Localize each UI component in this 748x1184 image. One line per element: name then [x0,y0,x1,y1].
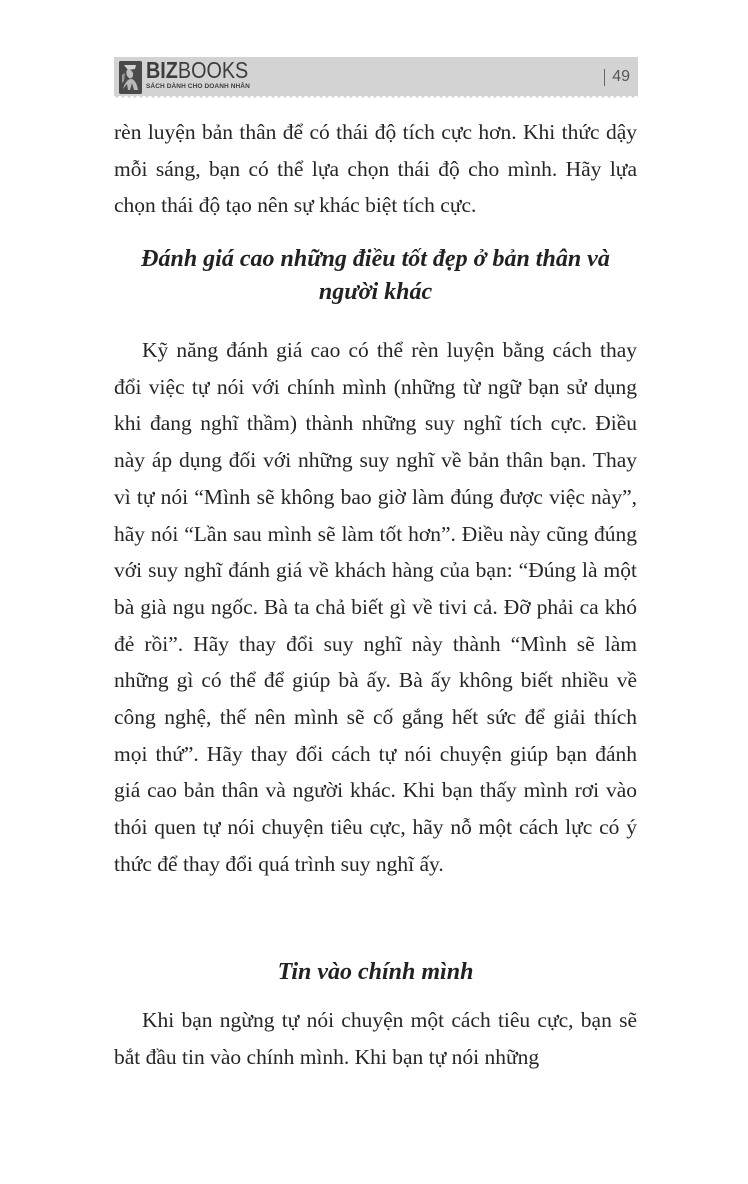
brand-name-bold: BIZ [146,57,178,83]
body-paragraph-continued: rèn luyện bản thân để có thái độ tích cực hơn. Khi thức dậy mỗi sáng, bạn có thể lựa chọn thái độ cho mình. Hãy lựa chọn thái độ tạo nên sự khác biệt tích cực. [114,120,637,218]
brand-logo [146,59,265,91]
brand-name [146,59,248,82]
section-heading-appreciation: Đánh giá cao những điều tốt đẹp ở bản thân và người khác [141,246,610,305]
body-paragraph-self-belief: Khi bạn ngừng tự nói chuyện một cách tiêu cực, bạn sẽ bắt đầu tin vào chính mình. Khi bạn tự nói những [114,1008,637,1069]
bizbooks-logo-icon [119,61,142,94]
brand-tagline: SÁCH DÀNH CHO DOANH NHÂN [146,83,250,90]
brand-name-light: BOOKS [177,57,249,83]
page-number-divider [604,69,605,86]
section-heading-self-belief: Tin vào chính mình [277,959,474,985]
page-number-group [604,68,630,86]
body-paragraph-appreciation: Kỹ năng đánh giá cao có thể rèn luyện bằng cách thay đổi việc tự nói với chính mình (những từ ngữ bạn sử dụng khi đang nghĩ thầm) thành những suy nghĩ tích cực. Điều này áp dụng đối với những suy nghĩ về bản thân bạn. Thay vì tự nói “Mình sẽ không bao giờ làm đúng được việc này”, hãy nói “Lần sau mình sẽ làm tốt hơn”. Điều này cũng đúng với suy nghĩ đánh giá về khách hàng của bạn: “Đúng là một bà già ngu ngốc. Bà ta chả biết gì về tivi cả. Đỡ phải ca khó đẻ rồi”. Hãy thay đổi suy nghĩ này thành “Mình sẽ làm những gì có thể để giúp bà ấy. Bà ấy không biết nhiều về công nghệ, thế nên mình sẽ cố gắng hết sức để giải thích mọi thứ”. Hãy thay đổi cách tự nói chuyện giúp bạn đánh giá cao bản thân và người khác. Khi bạn thấy mình rơi vào thói quen tự nói chuyện tiêu cực, hãy nỗ một cách lực có ý thức để thay đổi quá trình suy nghĩ ấy. [114,338,637,876]
page-number: 49 [612,68,630,85]
running-header [114,57,638,96]
